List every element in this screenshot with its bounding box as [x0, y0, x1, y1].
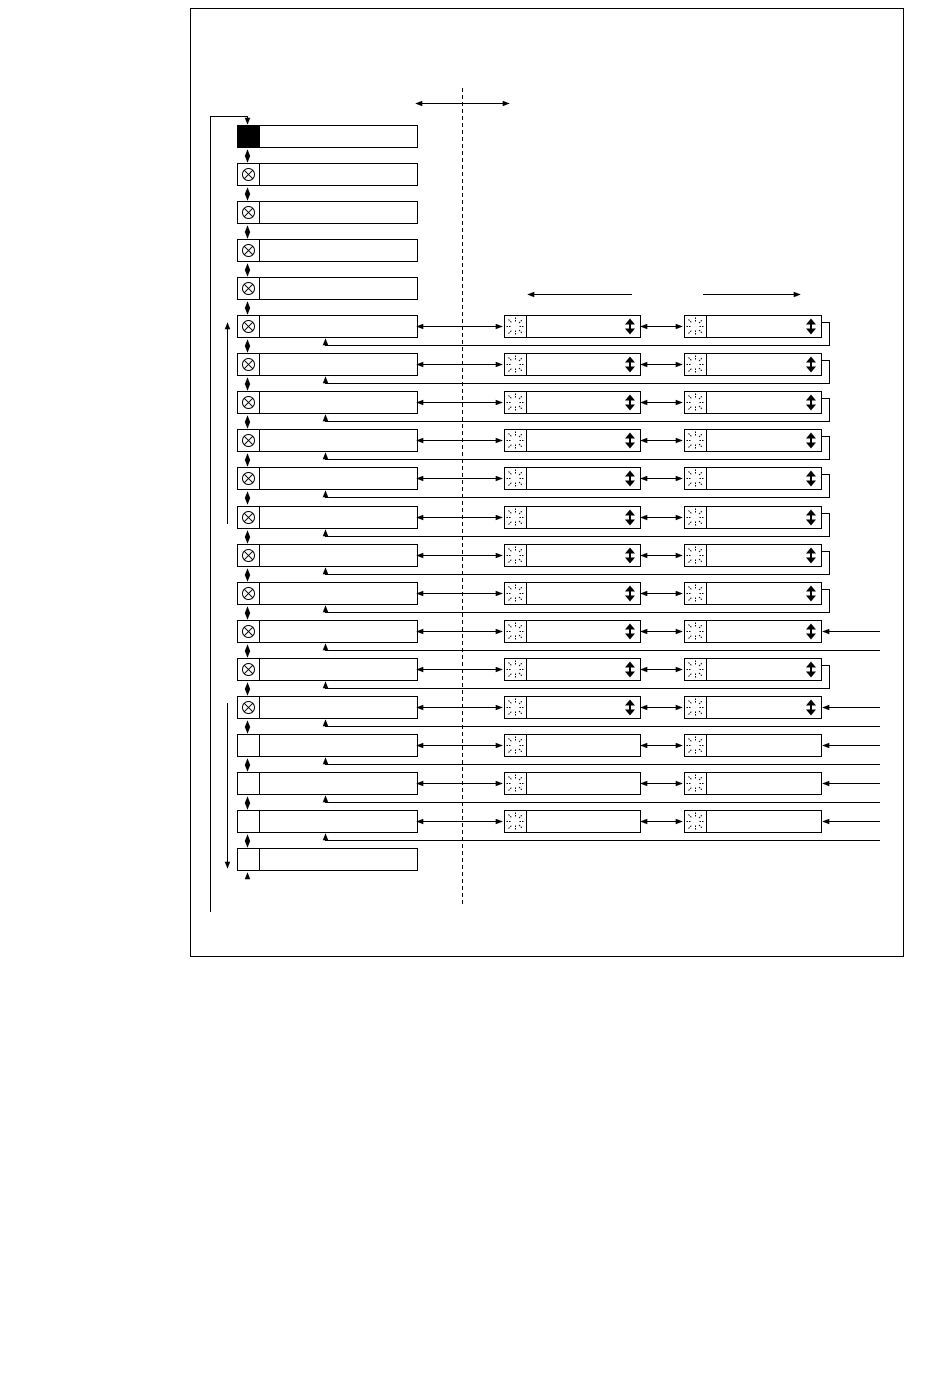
submenu-value-cell-frame[interactable]: [505, 583, 641, 605]
menu-item[interactable]: [238, 734, 418, 757]
menu-item-frame[interactable]: [238, 849, 418, 871]
menu-item-frame[interactable]: [238, 507, 418, 529]
menu-row: [238, 163, 418, 200]
submenu-value-cell-frame[interactable]: [505, 621, 641, 643]
menu-item[interactable]: [238, 429, 418, 452]
submenu-edit-cell[interactable]: [685, 429, 822, 452]
adjust-stem: [810, 591, 812, 597]
menu-row: [238, 620, 881, 657]
return-to-menu-line: [326, 644, 881, 651]
adjust-stem: [629, 476, 631, 482]
submenu-edit-cell-frame[interactable]: [685, 773, 822, 795]
menu-item[interactable]: [238, 544, 418, 567]
menu-row: [238, 315, 830, 352]
menu-item[interactable]: [238, 810, 418, 833]
menu-item[interactable]: [238, 620, 418, 643]
return-to-menu-line: [326, 796, 881, 803]
adjust-stem: [810, 553, 812, 559]
menu-item-frame[interactable]: [238, 164, 418, 186]
menu-item-frame[interactable]: [238, 316, 418, 338]
submenu-value-cell-frame[interactable]: [505, 811, 641, 833]
adjust-stem: [629, 629, 631, 635]
return-to-menu-line: [326, 720, 881, 727]
adjust-stem: [810, 667, 812, 673]
menu-item[interactable]: [238, 315, 418, 338]
menu-item[interactable]: [238, 201, 418, 224]
adjust-stem: [810, 438, 812, 444]
menu-row: [238, 658, 830, 695]
submenu-edit-cell[interactable]: [685, 353, 822, 376]
submenu-edit-cell-frame[interactable]: [685, 697, 822, 719]
menu-rows: [238, 125, 881, 878]
submenu-value-cell-frame[interactable]: [505, 354, 641, 376]
submenu-value-cell-frame[interactable]: [505, 507, 641, 529]
adjust-stem: [629, 553, 631, 559]
solid-square-icon: [238, 126, 260, 148]
submenu-edit-cell[interactable]: [685, 696, 822, 719]
menu-item[interactable]: [238, 772, 418, 795]
submenu-edit-cell[interactable]: [685, 391, 822, 414]
adjust-stem: [629, 438, 631, 444]
menu-item-frame[interactable]: [238, 468, 418, 490]
submenu-edit-cell[interactable]: [685, 772, 822, 795]
submenu-value-cell[interactable]: [505, 734, 641, 757]
submenu-value-cell-frame[interactable]: [505, 773, 641, 795]
submenu-edit-cell[interactable]: [685, 734, 822, 757]
menu-row: [238, 429, 830, 466]
submenu-edit-cell[interactable]: [685, 658, 822, 681]
submenu-edit-cell[interactable]: [685, 620, 822, 643]
menu-item[interactable]: [238, 696, 418, 719]
menu-row: [238, 734, 881, 771]
menu-row: [238, 810, 881, 847]
submenu-value-cell[interactable]: [505, 429, 641, 452]
menu-row: [238, 848, 418, 878]
menu-item-frame[interactable]: [238, 240, 418, 262]
submenu-value-cell[interactable]: [505, 467, 641, 490]
adjust-stem: [629, 705, 631, 711]
menu-item[interactable]: [238, 353, 418, 376]
submenu-edit-cell-frame[interactable]: [685, 430, 822, 452]
adjust-stem: [810, 629, 812, 635]
submenu-value-cell-frame[interactable]: [505, 468, 641, 490]
submenu-value-cell[interactable]: [505, 582, 641, 605]
menu-item[interactable]: [238, 467, 418, 490]
menu-row: [238, 277, 418, 314]
submenu-value-cell-frame[interactable]: [505, 430, 641, 452]
adjust-stem: [629, 667, 631, 673]
menu-row: [238, 201, 418, 238]
menu-item-frame[interactable]: [238, 126, 418, 148]
menu-item-frame[interactable]: [238, 430, 418, 452]
menu-item[interactable]: [238, 125, 418, 148]
submenu-value-cell[interactable]: [505, 391, 641, 414]
menu-item[interactable]: [238, 848, 418, 871]
submenu-edit-cell-frame[interactable]: [685, 659, 822, 681]
menu-item-frame[interactable]: [238, 697, 418, 719]
menu-row: [238, 582, 830, 619]
menu-item[interactable]: [238, 239, 418, 262]
submenu-value-cell-frame[interactable]: [505, 545, 641, 567]
menu-item-frame[interactable]: [238, 735, 418, 757]
adjust-stem: [629, 362, 631, 368]
submenu-edit-cell-frame[interactable]: [685, 316, 822, 338]
menu-item-frame[interactable]: [238, 202, 418, 224]
menu-item-frame[interactable]: [238, 659, 418, 681]
submenu-edit-cell-frame[interactable]: [685, 811, 822, 833]
submenu-edit-cell-frame[interactable]: [685, 354, 822, 376]
submenu-value-cell-frame[interactable]: [505, 697, 641, 719]
menu-item-frame[interactable]: [238, 621, 418, 643]
submenu-value-cell[interactable]: [505, 315, 641, 338]
menu-row: [238, 544, 830, 581]
adjust-stem: [810, 400, 812, 406]
return-to-menu-line: [326, 758, 881, 765]
menu-item[interactable]: [238, 163, 418, 186]
menu-item-frame[interactable]: [238, 278, 418, 300]
submenu-edit-cell[interactable]: [685, 506, 822, 529]
submenu-edit-cell[interactable]: [685, 467, 822, 490]
adjust-stem: [810, 705, 812, 711]
submenu-edit-cell-frame[interactable]: [685, 507, 822, 529]
menu-row: [238, 467, 830, 504]
submenu-value-cell[interactable]: [505, 810, 641, 833]
submenu-edit-cell-frame[interactable]: [685, 468, 822, 490]
menu-item[interactable]: [238, 582, 418, 605]
submenu-edit-cell-frame[interactable]: [685, 583, 822, 605]
submenu-value-cell[interactable]: [505, 772, 641, 795]
submenu-value-cell[interactable]: [505, 353, 641, 376]
submenu-value-cell-frame[interactable]: [505, 392, 641, 414]
submenu-value-cell[interactable]: [505, 696, 641, 719]
menu-row: [238, 506, 830, 543]
submenu-edit-cell-frame[interactable]: [685, 621, 822, 643]
menu-item[interactable]: [238, 391, 418, 414]
menu-item-frame[interactable]: [238, 773, 418, 795]
menu-item-frame[interactable]: [238, 583, 418, 605]
submenu-value-cell-frame[interactable]: [505, 659, 641, 681]
menu-item-frame[interactable]: [238, 545, 418, 567]
submenu-edit-cell-frame[interactable]: [685, 735, 822, 757]
submenu-edit-cell[interactable]: [685, 315, 822, 338]
submenu-edit-cell[interactable]: [685, 810, 822, 833]
menu-item[interactable]: [238, 506, 418, 529]
submenu-value-cell-frame[interactable]: [505, 316, 641, 338]
menu-item-frame[interactable]: [238, 354, 418, 376]
menu-item[interactable]: [238, 658, 418, 681]
submenu-value-cell[interactable]: [505, 544, 641, 567]
menu-row: [238, 125, 418, 162]
menu-row: [238, 353, 830, 390]
menu-row: [238, 772, 881, 809]
adjust-stem: [629, 591, 631, 597]
adjust-stem: [810, 362, 812, 368]
submenu-edit-cell-frame[interactable]: [685, 392, 822, 414]
menu-row: [238, 391, 830, 428]
menu-item-frame[interactable]: [238, 392, 418, 414]
menu-item[interactable]: [238, 277, 418, 300]
menu-row: [238, 696, 881, 733]
submenu-value-cell-frame[interactable]: [505, 735, 641, 757]
submenu-edit-cell[interactable]: [685, 544, 822, 567]
submenu-edit-cell[interactable]: [685, 582, 822, 605]
submenu-value-cell[interactable]: [505, 506, 641, 529]
adjust-stem: [629, 515, 631, 521]
adjust-stem: [810, 324, 812, 330]
submenu-value-cell[interactable]: [505, 620, 641, 643]
adjust-stem: [629, 400, 631, 406]
return-to-menu-line: [326, 834, 881, 841]
submenu-edit-cell-frame[interactable]: [685, 545, 822, 567]
adjust-stem: [810, 515, 812, 521]
submenu-value-cell[interactable]: [505, 658, 641, 681]
menu-item-frame[interactable]: [238, 811, 418, 833]
menu-row: [238, 239, 418, 276]
adjust-stem: [810, 476, 812, 482]
adjust-stem: [629, 324, 631, 330]
